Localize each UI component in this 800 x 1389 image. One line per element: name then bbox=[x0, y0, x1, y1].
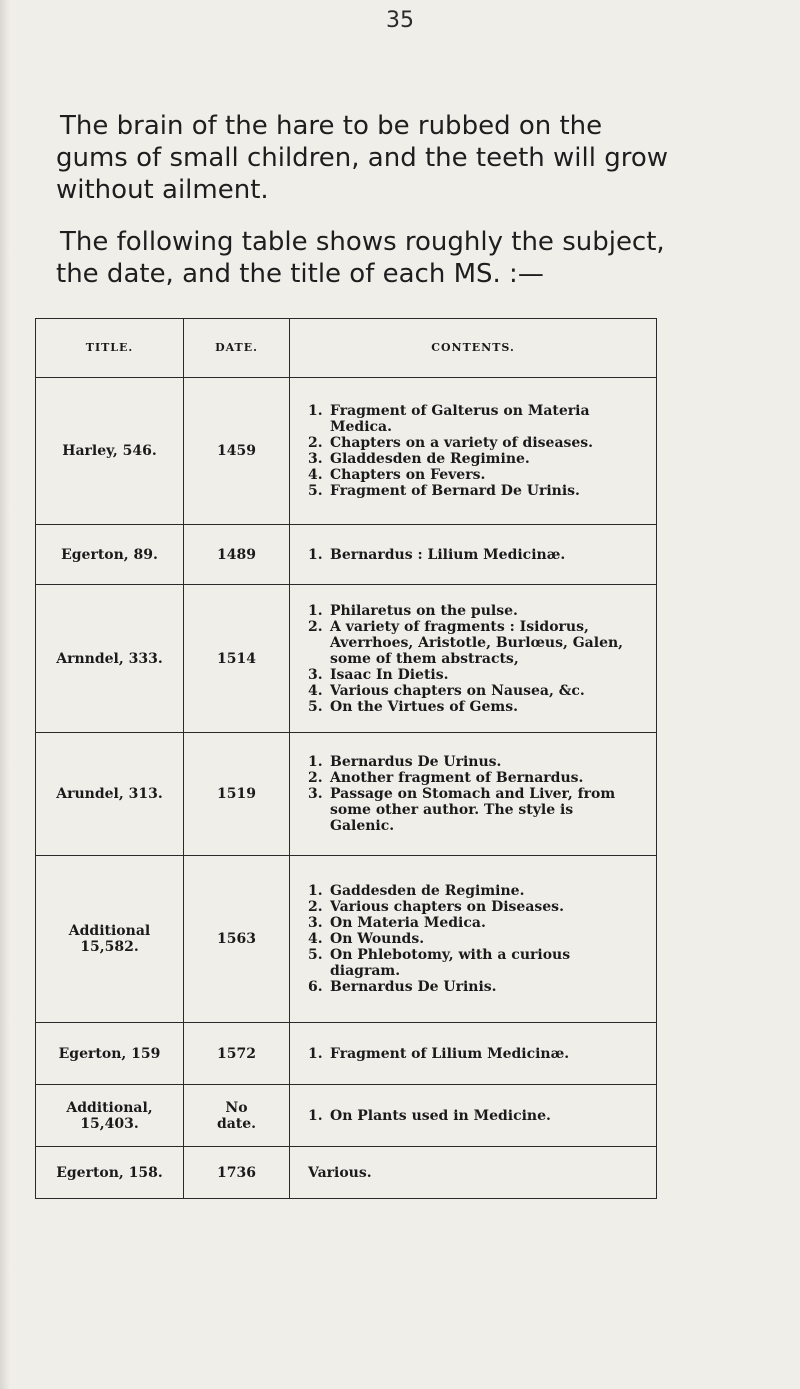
title-text: Harley, 546. bbox=[62, 443, 157, 459]
manuscript-table bbox=[35, 318, 657, 1199]
date-text: 1519 bbox=[217, 786, 256, 802]
list-item bbox=[308, 754, 642, 770]
contents-list bbox=[308, 603, 642, 715]
list-item bbox=[308, 483, 642, 499]
item-number: 1. bbox=[308, 1045, 323, 1062]
title-text: Arnndel, 333. bbox=[56, 650, 163, 667]
contents-cell bbox=[290, 585, 657, 733]
title-text: Additional bbox=[68, 923, 151, 939]
item-number: 3. bbox=[308, 451, 323, 467]
item-text: Various chapters on Nausea, &c. bbox=[330, 682, 585, 699]
contents-cell bbox=[290, 733, 657, 856]
page-number: 35 bbox=[386, 8, 414, 33]
date-text: 1736 bbox=[217, 1164, 256, 1181]
table-row bbox=[36, 525, 657, 585]
date-text: 1572 bbox=[217, 1045, 256, 1062]
contents-cell bbox=[290, 1023, 657, 1085]
table-row bbox=[36, 1023, 657, 1085]
paragraph-table-intro bbox=[56, 226, 700, 290]
date-text: 1459 bbox=[217, 443, 256, 459]
item-number: 5. bbox=[308, 947, 323, 963]
list-item bbox=[308, 451, 642, 467]
item-number: 4. bbox=[308, 467, 323, 483]
item-number: 5. bbox=[308, 483, 323, 499]
item-number: 1. bbox=[308, 1107, 323, 1124]
table-row bbox=[36, 733, 657, 856]
contents-cell bbox=[290, 525, 657, 585]
list-item bbox=[308, 1165, 642, 1181]
list-item bbox=[308, 770, 642, 786]
paragraph-line: the date, and the title of each MS. :— bbox=[56, 259, 544, 289]
item-number: 2. bbox=[308, 770, 323, 786]
contents-cell bbox=[290, 1085, 657, 1147]
date-cell bbox=[184, 856, 290, 1023]
item-text: Fragment of Galterus on Materia Medica. bbox=[330, 403, 590, 435]
title-cell bbox=[36, 525, 184, 585]
date-text: date. bbox=[216, 1115, 257, 1132]
list-item bbox=[308, 899, 642, 915]
item-text: Philaretus on the pulse. bbox=[330, 602, 518, 619]
contents-cell bbox=[290, 856, 657, 1023]
paragraph-hare-remedy bbox=[56, 110, 700, 206]
list-item bbox=[308, 667, 642, 683]
item-text: On the Virtues of Gems. bbox=[330, 698, 518, 715]
table-header-row bbox=[36, 319, 657, 378]
item-text: Passage on Stomach and Liver, from some other author. The style is Galenic. bbox=[330, 786, 616, 834]
item-text: On Materia Medica. bbox=[330, 915, 486, 931]
list-item bbox=[308, 1046, 642, 1062]
list-item bbox=[308, 683, 642, 699]
title-text: Additional, bbox=[66, 1099, 153, 1116]
item-number: 1. bbox=[308, 403, 323, 419]
contents-list bbox=[308, 1046, 642, 1062]
paragraph-line: gums of small children, and the teeth will grow bbox=[56, 143, 669, 173]
table-row bbox=[36, 856, 657, 1023]
list-item bbox=[308, 883, 642, 899]
contents-list bbox=[308, 547, 642, 563]
item-text: Isaac In Dietis. bbox=[330, 666, 449, 683]
table-row bbox=[36, 378, 657, 525]
title-cell bbox=[36, 585, 184, 733]
date-cell bbox=[184, 733, 290, 856]
title-text: Egerton, 89. bbox=[61, 546, 158, 563]
date-cell bbox=[184, 525, 290, 585]
list-item bbox=[308, 619, 642, 667]
title-cell bbox=[36, 1023, 184, 1085]
paragraph-line: without ailment. bbox=[56, 175, 269, 205]
title-cell bbox=[36, 856, 184, 1023]
paragraph-line: The brain of the hare to be rubbed on the bbox=[60, 111, 603, 141]
list-item bbox=[308, 403, 642, 435]
list-item bbox=[308, 699, 642, 715]
title-cell bbox=[36, 1085, 184, 1147]
title-text: 15,582. bbox=[80, 939, 139, 955]
item-number: 2. bbox=[308, 435, 323, 451]
item-text: On Wounds. bbox=[330, 931, 425, 947]
item-number: 3. bbox=[308, 786, 323, 802]
item-text: On Plants used in Medicine. bbox=[330, 1107, 551, 1124]
item-text: Bernardus De Urinis. bbox=[330, 979, 497, 995]
contents-list bbox=[308, 403, 642, 499]
item-number: 2. bbox=[308, 899, 323, 915]
date-cell bbox=[184, 1023, 290, 1085]
item-text: Fragment of Lilium Medicinæ. bbox=[330, 1045, 570, 1062]
item-number: 5. bbox=[308, 698, 323, 715]
item-number: 6. bbox=[308, 979, 323, 995]
item-text: On Phlebotomy, with a curious diagram. bbox=[330, 947, 571, 979]
item-number: 1. bbox=[308, 546, 323, 563]
item-number: 4. bbox=[308, 682, 323, 699]
item-text: Fragment of Bernard De Urinis. bbox=[330, 483, 580, 499]
date-cell bbox=[184, 1147, 290, 1199]
date-cell bbox=[184, 1085, 290, 1147]
item-number: 3. bbox=[308, 915, 323, 931]
date-text: 1563 bbox=[217, 931, 256, 947]
item-text: Various. bbox=[308, 1164, 372, 1181]
contents-list bbox=[308, 754, 642, 834]
date-text: 1489 bbox=[217, 546, 256, 563]
item-number: 2. bbox=[308, 618, 323, 635]
item-text: Bernardus De Urinus. bbox=[330, 754, 502, 770]
title-cell bbox=[36, 733, 184, 856]
header-date: DATE. bbox=[184, 319, 290, 378]
list-item bbox=[308, 1108, 642, 1124]
contents-list bbox=[308, 1108, 642, 1124]
paragraph-line: The following table shows roughly the subject, bbox=[60, 227, 665, 257]
title-text: Arundel, 313. bbox=[56, 786, 163, 802]
page-binding-edge bbox=[0, 0, 10, 1389]
item-text: Gladdesden de Regimine. bbox=[330, 451, 530, 467]
contents-list bbox=[308, 883, 642, 995]
list-item bbox=[308, 603, 642, 619]
item-number: 1. bbox=[308, 754, 323, 770]
item-text: Another fragment of Bernardus. bbox=[330, 770, 584, 786]
list-item bbox=[308, 467, 642, 483]
table-row bbox=[36, 1085, 657, 1147]
item-number: 1. bbox=[308, 602, 323, 619]
list-item bbox=[308, 947, 642, 979]
item-text: Chapters on Fevers. bbox=[330, 467, 486, 483]
date-text: 1514 bbox=[217, 650, 256, 667]
title-cell bbox=[36, 378, 184, 525]
list-item bbox=[308, 547, 642, 563]
contents-cell bbox=[290, 1147, 657, 1199]
table-row bbox=[36, 585, 657, 733]
list-item bbox=[308, 931, 642, 947]
item-number: 4. bbox=[308, 931, 323, 947]
title-text: 15,403. bbox=[80, 1115, 139, 1132]
list-item bbox=[308, 786, 642, 834]
item-text: Gaddesden de Regimine. bbox=[330, 883, 525, 899]
header-contents: CONTENTS. bbox=[290, 319, 657, 378]
list-item bbox=[308, 435, 642, 451]
list-item bbox=[308, 979, 642, 995]
title-cell bbox=[36, 1147, 184, 1199]
date-text: No bbox=[225, 1099, 248, 1116]
contents-cell bbox=[290, 378, 657, 525]
list-item bbox=[308, 915, 642, 931]
header-title: TITLE. bbox=[36, 319, 184, 378]
item-number: 3. bbox=[308, 666, 323, 683]
contents-list bbox=[308, 1165, 642, 1181]
table-row bbox=[36, 1147, 657, 1199]
title-text: Egerton, 158. bbox=[56, 1164, 163, 1181]
item-number: 1. bbox=[308, 883, 323, 899]
date-cell bbox=[184, 585, 290, 733]
item-text: Various chapters on Diseases. bbox=[330, 899, 564, 915]
item-text: Bernardus : Lilium Medicinæ. bbox=[330, 546, 566, 563]
title-text: Egerton, 159 bbox=[58, 1045, 161, 1062]
item-text: Chapters on a variety of diseases. bbox=[330, 435, 594, 451]
date-cell bbox=[184, 378, 290, 525]
item-text: A variety of fragments : Isidorus, Averrhoes, Aristotle, Burlœus, Galen, some of them abstracts, bbox=[330, 618, 624, 667]
